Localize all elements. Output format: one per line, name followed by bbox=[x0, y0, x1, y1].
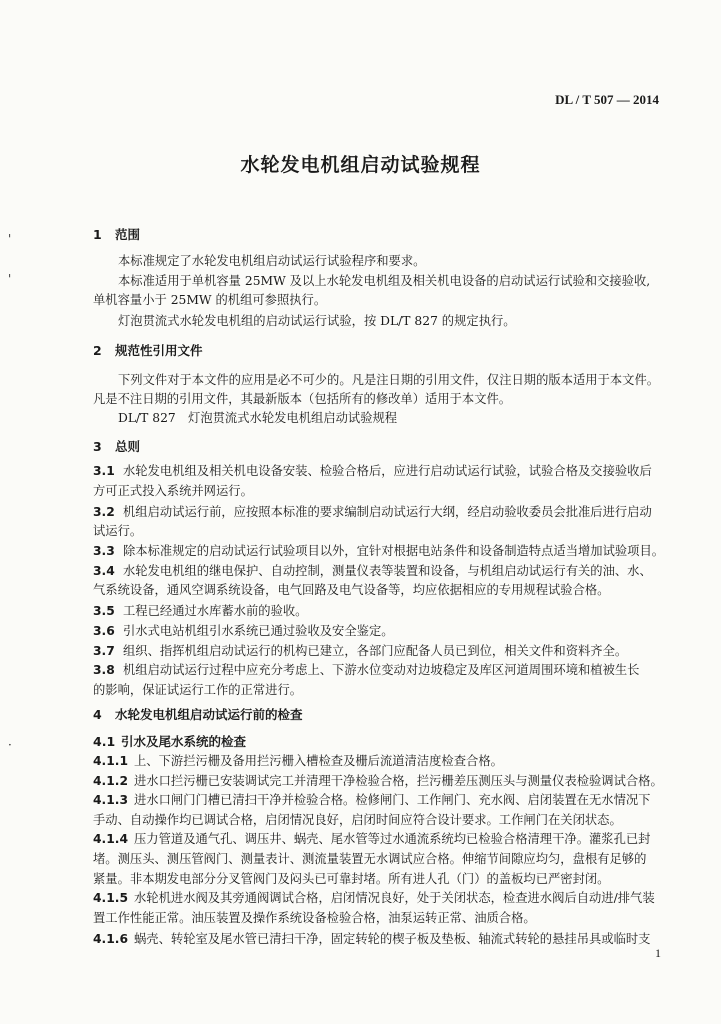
clause-number: 4.1.6 bbox=[93, 932, 129, 946]
line-text: 进水口闸门门槽已清扫干净并检验合格。检修闸门、工作闸门、充水阀、启闭装置在无水情况下 bbox=[134, 793, 651, 807]
page-number: 1 bbox=[655, 946, 661, 960]
clause-line bbox=[93, 930, 650, 948]
heading-text: 总则 bbox=[115, 439, 141, 454]
paragraph-line bbox=[118, 252, 425, 270]
clause-number: 4.1.3 bbox=[93, 793, 129, 807]
paragraph-line bbox=[93, 390, 511, 408]
clause-number: 3.3 bbox=[93, 544, 115, 558]
section-number: 1 bbox=[93, 227, 102, 242]
margin-mark: ' bbox=[8, 232, 12, 246]
line-text: 试运行。 bbox=[93, 524, 143, 538]
section-number: 4.1 bbox=[93, 734, 116, 749]
section-heading bbox=[93, 226, 140, 244]
clause-number: 3.7 bbox=[93, 644, 115, 658]
paragraph-line bbox=[93, 522, 142, 540]
line-text: 本标准适用于单机容量 25MW 及以上水轮发电机组及相关机电设备的启动试运行试验和交接验收, bbox=[118, 274, 651, 288]
line-text: 引水式电站机组引水系统已通过验收及安全鉴定。 bbox=[123, 624, 394, 638]
line-text: 本标准规定了水轮发电机组启动试运行试验程序和要求。 bbox=[118, 254, 426, 268]
line-text: 气系统设备，通风空调系统设备，电气回路及电气设备等，均应依据相应的专用规程试验合格。 bbox=[93, 583, 610, 597]
clause-number: 3.6 bbox=[93, 624, 115, 638]
line-text: 单机容量小于 25MW 的机组可参照执行。 bbox=[93, 293, 327, 307]
clause-number: 4.1.4 bbox=[93, 832, 129, 846]
section-heading bbox=[93, 438, 140, 456]
section-heading bbox=[93, 342, 203, 360]
line-text: 的影响，保证试运行工作的正常进行。 bbox=[93, 683, 303, 697]
clause-line bbox=[93, 752, 503, 770]
paragraph-line bbox=[118, 312, 516, 330]
clause-number: 3.4 bbox=[93, 564, 115, 578]
line-text: 水轮发电机组及相关机电设备安装、检验合格后，应进行启动试运行试验，试验合格及交接验收后 bbox=[123, 464, 652, 478]
line-text: 压力管道及通气孔、调压井、蜗壳、尾水管等过水通流系统均已检验合格清理干净。灌浆孔已封 bbox=[134, 832, 651, 846]
line-text: 灯泡贯流式水轮发电机组的启动试运行试验，按 DL/T 827 的规定执行。 bbox=[118, 314, 516, 328]
clause-line bbox=[93, 503, 652, 521]
paragraph-line bbox=[93, 482, 253, 500]
clause-line bbox=[93, 622, 394, 640]
line-text: 进水口拦污栅已安装调试完工并清理干净检验合格，拦污栅差压测压头与测量仪表检验调试合格。 bbox=[134, 774, 663, 788]
line-text: 水轮机进水阀及其旁通阀调试合格，启闭情况良好，处于关闭状态，检查进水阀后自动进/排气装 bbox=[134, 891, 655, 905]
line-text: DL/T 827 灯泡贯流式水轮发电机组启动试验规程 bbox=[118, 411, 398, 425]
clause-number: 4.1.1 bbox=[93, 754, 129, 768]
clause-number: 3.5 bbox=[93, 604, 115, 618]
paragraph-line bbox=[118, 371, 659, 389]
subsection-heading bbox=[93, 733, 246, 751]
clause-number: 4.1.2 bbox=[93, 774, 129, 788]
document-title: 水轮发电机组启动试验规程 bbox=[240, 154, 481, 176]
clause-line bbox=[93, 602, 307, 620]
paragraph-line bbox=[93, 811, 622, 829]
line-text: 水轮发电机组的继电保护、自动控制，测量仪表等装置和设备，与机组启动试运行有关的油、水、 bbox=[123, 564, 652, 578]
clause-number: 3.2 bbox=[93, 505, 115, 519]
line-text: 置工作性能正常。油压装置及操作系统设备检验合格，油泵运转正常、油质合格。 bbox=[93, 911, 536, 925]
line-text: 凡是不注日期的引用文件，其最新版本（包括所有的修改单）适用于本文件。 bbox=[93, 392, 512, 406]
clause-line bbox=[93, 462, 652, 480]
heading-text: 引水及尾水系统的检查 bbox=[121, 734, 247, 749]
clause-line bbox=[93, 772, 663, 790]
section-number: 2 bbox=[93, 343, 102, 358]
clause-line bbox=[93, 661, 639, 679]
clause-number: 3.1 bbox=[93, 464, 115, 478]
line-text: 上、下游拦污栅及备用拦污栅入槽检查及栅后流道清洁度检查合格。 bbox=[134, 754, 503, 768]
margin-mark: · bbox=[8, 738, 12, 752]
paragraph-line bbox=[118, 409, 397, 427]
line-text: 下列文件对于本文件的应用是必不可少的。凡是注日期的引用文件，仅注日期的版本适用于本文件。 bbox=[118, 373, 660, 387]
paragraph-line bbox=[93, 850, 646, 868]
line-text: 工程已经通过水库蓄水前的验收。 bbox=[123, 604, 308, 618]
line-text: 堵。测压头、测压管阀门、测量表计、测流量装置无水调试应合格。伸缩节间隙应均匀，盘根有足够的 bbox=[93, 852, 647, 866]
heading-text: 范围 bbox=[115, 227, 141, 242]
paragraph-line bbox=[93, 291, 326, 309]
clause-line bbox=[93, 830, 650, 848]
line-text: 除本标准规定的启动试运行试验项目以外，宜针对根据电站条件和设备制造特点适当增加试验项目。 bbox=[123, 544, 665, 558]
clause-number: 4.1.5 bbox=[93, 891, 129, 905]
paragraph-line bbox=[93, 909, 536, 927]
standard-header: DL / T 507 — 2014 bbox=[555, 92, 659, 107]
clause-line bbox=[93, 562, 652, 580]
margin-mark: ' bbox=[8, 272, 12, 286]
line-text: 手动、自动操作均已调试合格，启闭情况良好，启闭时间应符合设计要求。工作闸门在关闭状态。 bbox=[93, 813, 622, 827]
section-number: 3 bbox=[93, 439, 102, 454]
clause-line bbox=[93, 542, 664, 560]
line-text: 紧量。非本期发电部分分叉管阀门及闷头已可靠封堵。所有进人孔（门）的盖板均已严密封闭。 bbox=[93, 872, 610, 886]
line-text: 方可正式投入系统并网运行。 bbox=[93, 484, 253, 498]
paragraph-line bbox=[118, 272, 650, 290]
heading-text: 规范性引用文件 bbox=[115, 343, 203, 358]
section-number: 4 bbox=[93, 707, 102, 722]
clause-line bbox=[93, 889, 655, 907]
paragraph-line bbox=[93, 581, 609, 599]
line-text: 机组启动试运行过程中应充分考虑上、下游水位变动对边坡稳定及库区河道周围环境和植被生长 bbox=[123, 663, 640, 677]
clause-line bbox=[93, 642, 627, 660]
paragraph-line bbox=[93, 870, 609, 888]
line-text: 蜗壳、转轮室及尾水管已清扫干净，固定转轮的楔子板及垫板、轴流式转轮的悬挂吊具或临时支 bbox=[134, 932, 651, 946]
line-text: 机组启动试运行前，应按照本标准的要求编制启动试运行大纲，经启动验收委员会批准后进行启动 bbox=[123, 505, 652, 519]
line-text: 组织、指挥机组启动试运行的机构已建立，各部门应配备人员已到位，相关文件和资料齐全。 bbox=[123, 644, 628, 658]
clause-line bbox=[93, 791, 650, 809]
heading-text: 水轮发电机组启动试运行前的检查 bbox=[115, 707, 303, 722]
clause-number: 3.8 bbox=[93, 663, 115, 677]
section-heading bbox=[93, 706, 303, 724]
paragraph-line bbox=[93, 681, 302, 699]
